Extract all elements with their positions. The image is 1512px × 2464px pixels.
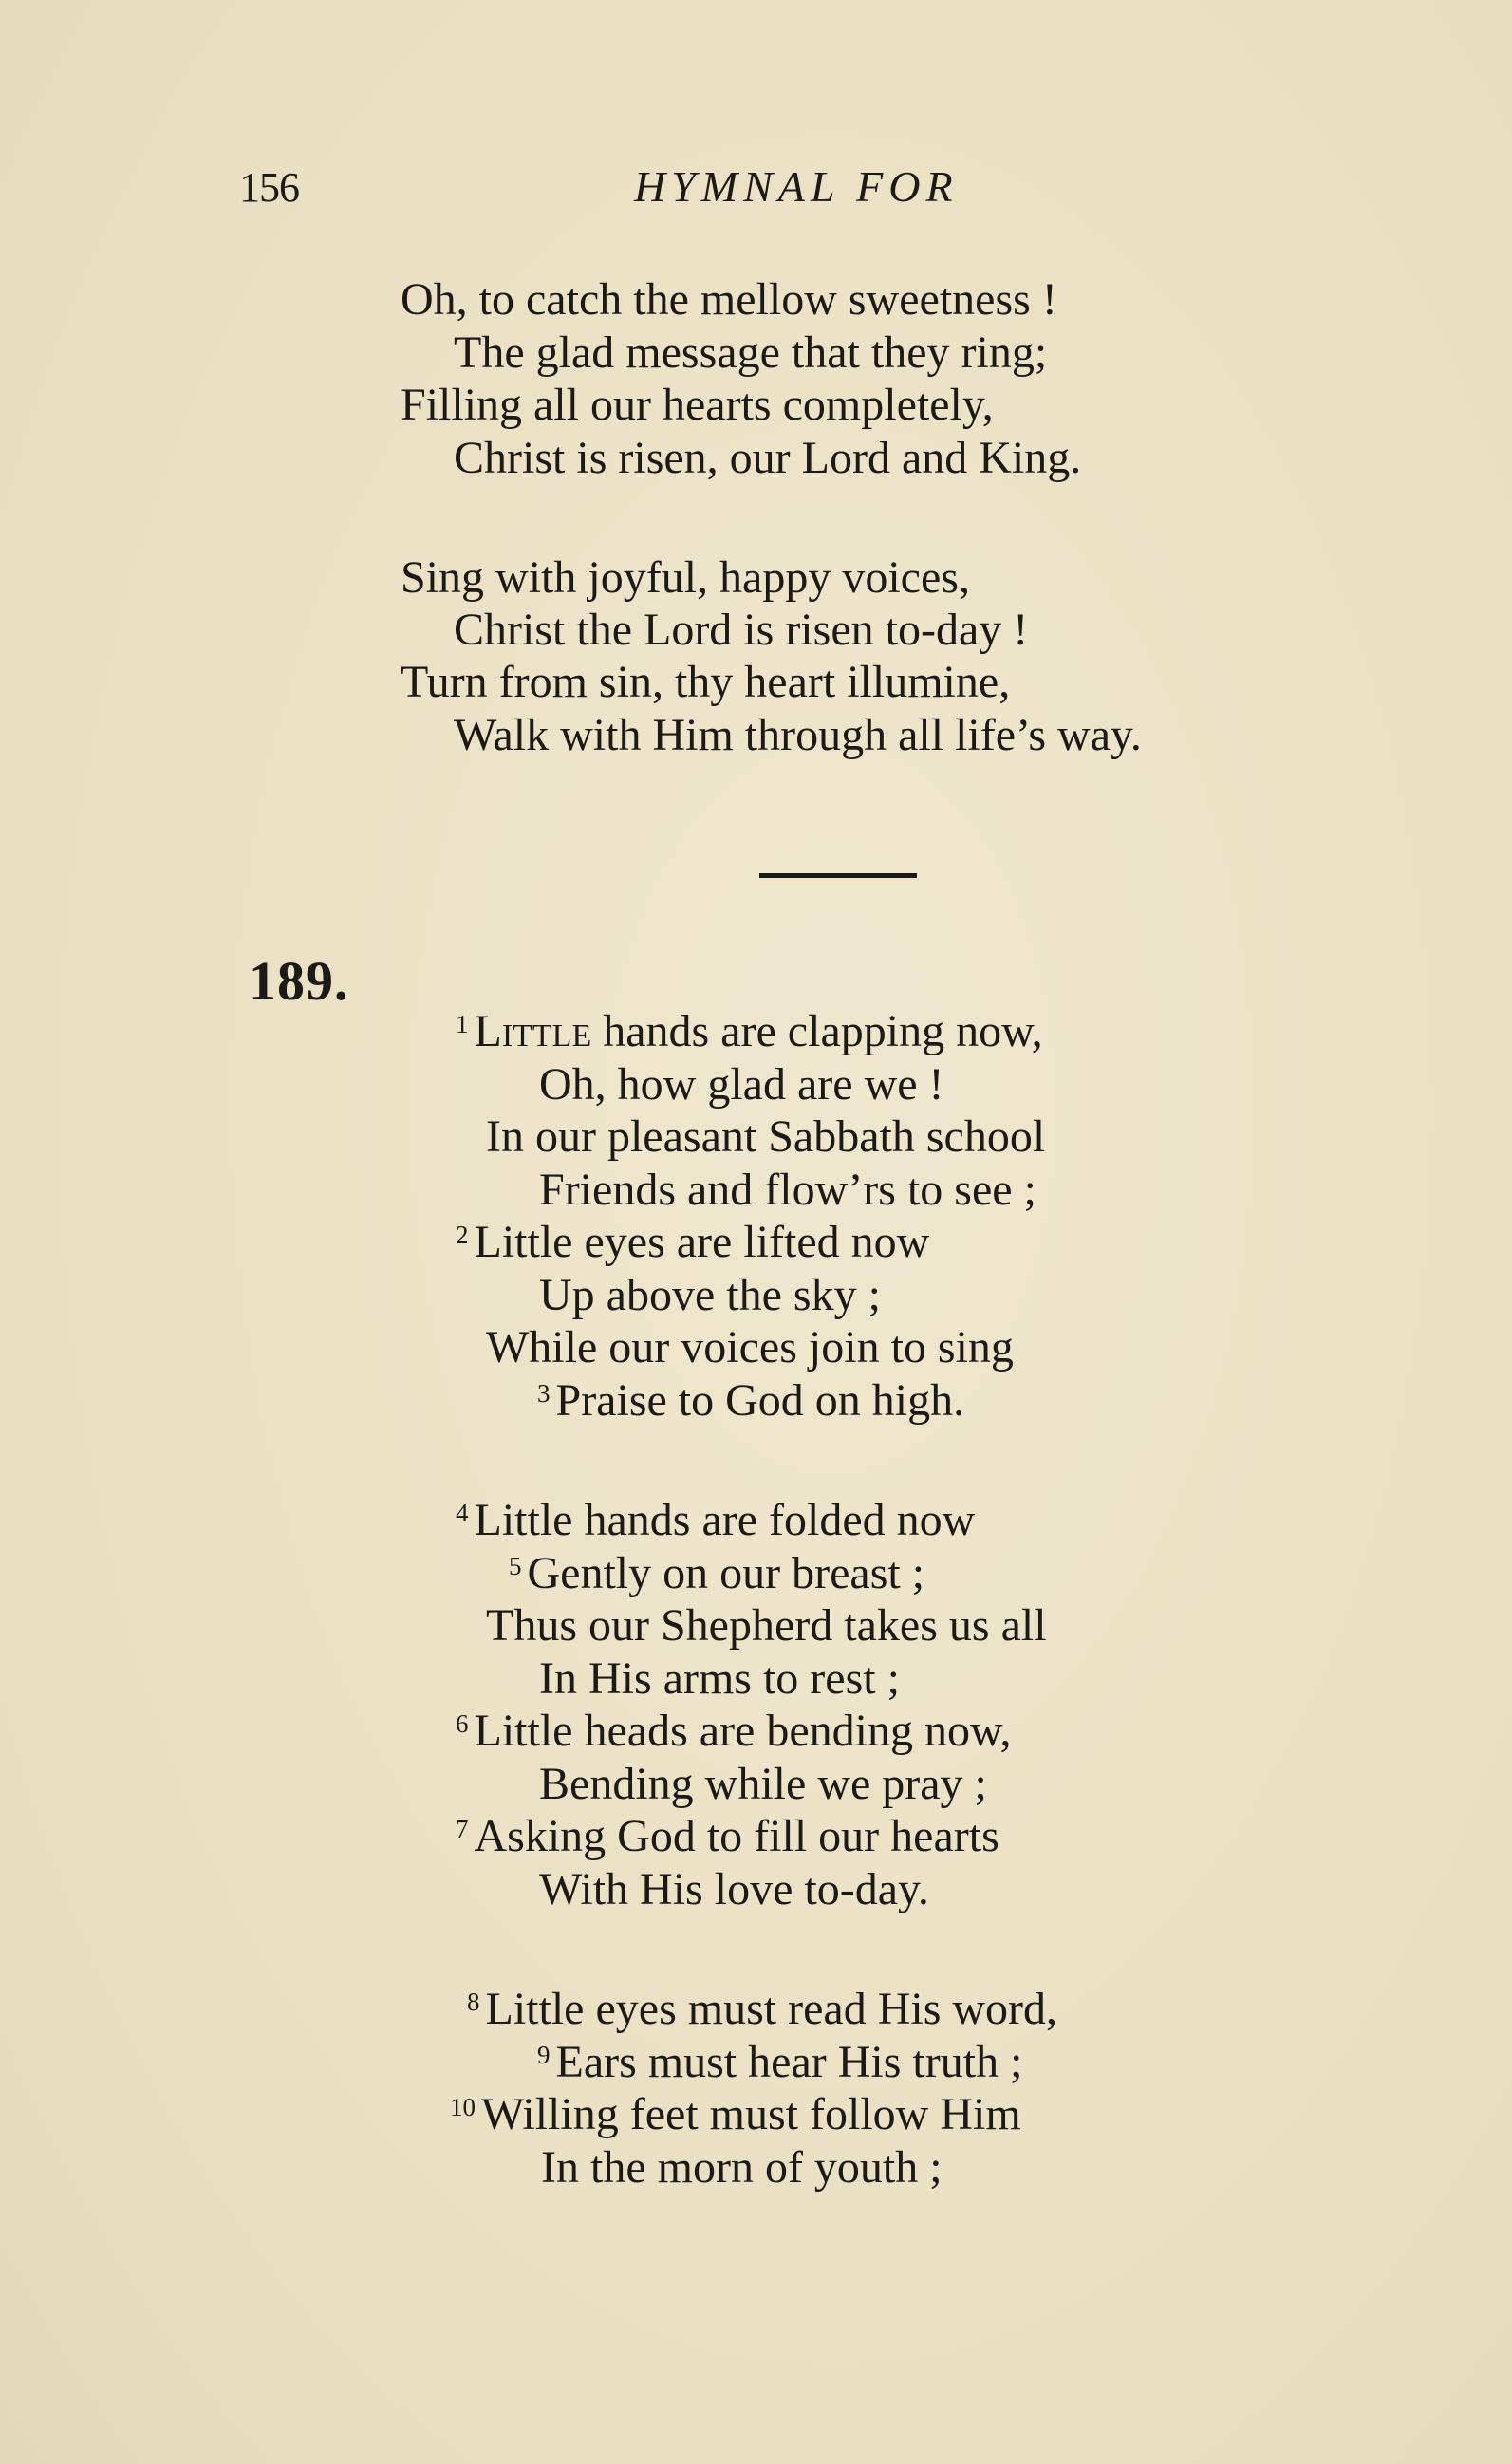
verse-line: $^{10}$ Willing feet must follow Him	[450, 2089, 1021, 2139]
verse-line: $^9$ Ears must hear His truth ;	[537, 2037, 1023, 2087]
line-number: 7	[456, 1815, 469, 1843]
verse-line: $^5$ Gently on our breast ;	[509, 1548, 925, 1598]
verse-line: Filling all our hearts completely,	[401, 380, 994, 430]
verse-line: Oh, how glad are we !	[539, 1059, 944, 1110]
line-number: 9	[537, 2041, 551, 2069]
drop-word: Little	[474, 1006, 592, 1056]
first-line-text: hands are clapping now,	[603, 1006, 1043, 1056]
verse-line: Up above the sky ;	[539, 1270, 881, 1320]
verse-line: $^8$ Little eyes must read His word,	[467, 1984, 1058, 2034]
verse-line: Bending while we pray ;	[539, 1759, 987, 1809]
verse-line: In our pleasant Sabbath school	[486, 1111, 1046, 1162]
verse-line: In the morn of youth ;	[541, 2142, 943, 2193]
verse-line: Oh, to catch the mellow sweetness !	[401, 274, 1057, 325]
verse-line: Turn from sin, thy heart illumine,	[401, 657, 1011, 707]
verse-line: With His love to-day.	[539, 1864, 929, 1914]
verse-line: Christ is risen, our Lord and King.	[454, 433, 1082, 483]
verse-line: $^2$ Little eyes are lifted now	[456, 1217, 930, 1267]
verse-line: Sing with joyful, happy voices,	[401, 552, 970, 603]
verse-line: $^3$ Praise to God on high.	[537, 1375, 965, 1426]
line-number: 8	[467, 1988, 480, 2016]
page-number: 156	[239, 164, 299, 211]
line-number: 5	[509, 1552, 522, 1580]
hymn-number: 189.	[249, 950, 349, 1012]
section-divider	[759, 873, 917, 878]
verse-line: $^4$ Little hands are folded now	[456, 1495, 976, 1545]
verse-line: While our voices join to sing	[486, 1322, 1014, 1372]
verse-line: $^6$ Little heads are bending now,	[456, 1706, 1012, 1756]
line-number: 10	[450, 2093, 476, 2121]
line-number: 6	[456, 1709, 469, 1738]
verse-line: In His arms to rest ;	[539, 1653, 900, 1704]
verse-line: Christ the Lord is risen to-day !	[454, 605, 1029, 655]
verse-line: Walk with Him through all life’s way.	[454, 710, 1142, 760]
verse-line	[456, 1006, 1043, 1056]
line-number: 1	[456, 1010, 469, 1038]
verse-line: Thus our Shepherd takes us all	[486, 1600, 1047, 1651]
verse-line: The glad message that they ring;	[454, 327, 1048, 378]
line-number: 2	[456, 1221, 469, 1249]
verse-line: Friends and flow’rs to see ;	[539, 1165, 1036, 1215]
line-number: 4	[456, 1499, 469, 1527]
running-title: HYMNAL FOR	[634, 162, 959, 211]
verse-line: $^7$ Asking God to fill our hearts	[456, 1811, 999, 1861]
line-number: 3	[537, 1379, 551, 1408]
